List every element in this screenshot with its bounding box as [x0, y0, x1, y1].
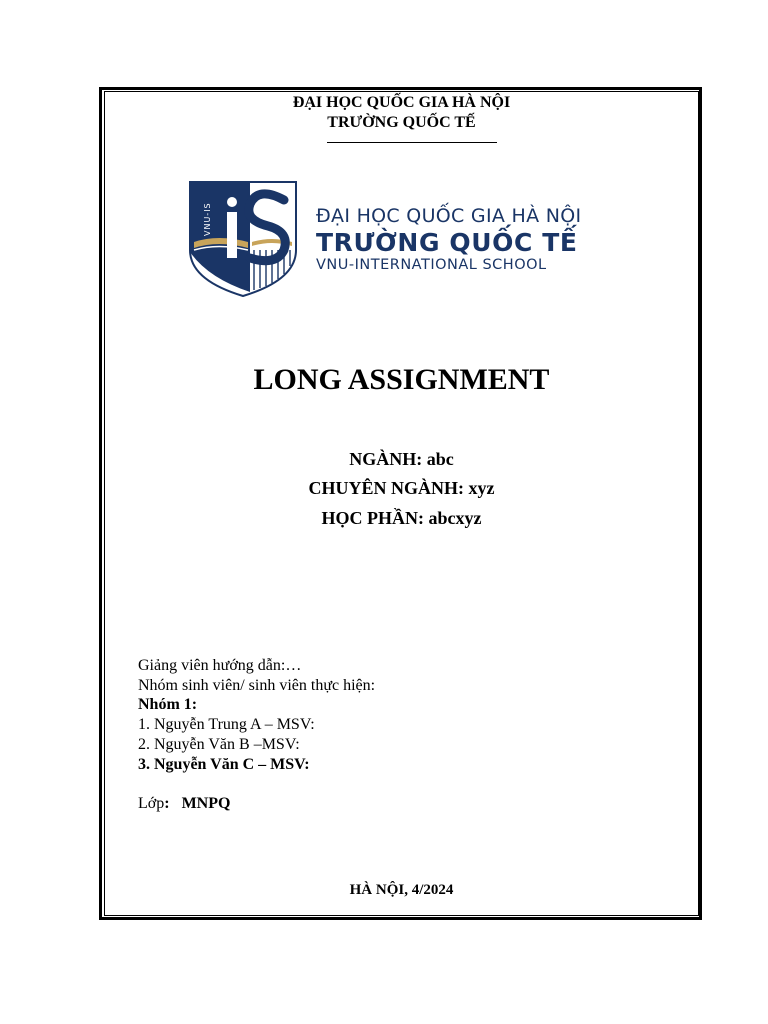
- logo-english-name: VNU-INTERNATIONAL SCHOOL: [316, 257, 547, 273]
- svg-text:VNU-IS: VNU-IS: [203, 202, 212, 236]
- class-label: Lớp: [138, 795, 165, 812]
- member-item: 3. Nguyễn Văn C – MSV:: [138, 756, 310, 773]
- course: HỌC PHẦN: abcxyz: [321, 508, 482, 528]
- document-title: LONG ASSIGNMENT: [253, 363, 550, 396]
- logo-university-name: ĐẠI HỌC QUỐC GIA HÀ NỘI: [316, 205, 582, 227]
- member-item: 1. Nguyễn Trung A – MSV:: [138, 716, 315, 733]
- group-label: Nhóm 1:: [138, 696, 198, 713]
- shield-icon: [190, 182, 296, 296]
- member-item: 2. Nguyễn Văn B –MSV:: [138, 736, 300, 753]
- instructor-line: Giảng viên hướng dẫn:…: [138, 657, 302, 674]
- student-group-line: Nhóm sinh viên/ sinh viên thực hiện:: [138, 677, 376, 694]
- class-colon: :: [164, 795, 170, 812]
- class-line: [138, 794, 230, 814]
- logo-school-name: TRƯỜNG QUỐC TẾ: [316, 228, 578, 257]
- school-name: TRƯỜNG QUỐC TẾ: [327, 114, 476, 131]
- header-divider: [327, 142, 497, 143]
- class-value: MNPQ: [181, 795, 231, 812]
- major: CHUYÊN NGÀNH: xyz: [308, 478, 495, 498]
- university-name: ĐẠI HỌC QUỐC GIA HÀ NỘI: [292, 94, 511, 111]
- place-date: HÀ NỘI, 4/2024: [349, 882, 454, 898]
- field-of-study: NGÀNH: abc: [349, 449, 454, 469]
